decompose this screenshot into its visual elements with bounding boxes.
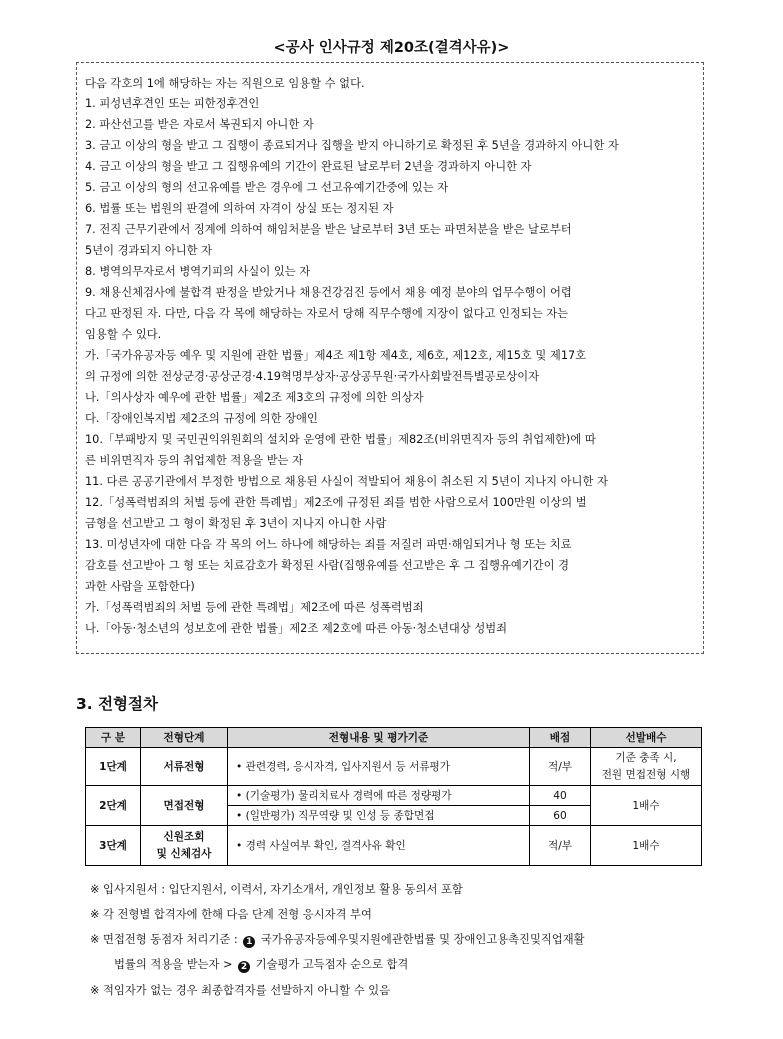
score-cell: 40	[530, 786, 591, 806]
stage-cell: 1단계	[86, 748, 141, 786]
regulation-line: 12.「성폭력범죄의 처벌 등에 관한 특례법」제2조에 규정된 죄를 범한 사람으로서 100만원 이상의 벌	[85, 496, 587, 509]
note-tiebreak-cont	[114, 957, 408, 973]
regulation-line: 1. 피성년후견인 또는 피한정후견인	[85, 97, 260, 110]
regulation-line: 8. 병역의무자로서 병역기피의 사실이 있는 자	[85, 265, 311, 278]
header-stage: 전형단계	[141, 728, 228, 748]
content-cell: • (기술평가) 물리치료사 경력에 따른 정량평가	[228, 786, 530, 806]
ratio-cell: 1배수	[591, 826, 702, 866]
table-row	[86, 748, 702, 786]
note-tiebreak	[90, 932, 585, 948]
regulation-line: 2. 파산선고를 받은 자로서 복권되지 아니한 자	[85, 118, 314, 131]
table-row	[86, 826, 702, 866]
regulation-line: 금형을 선고받고 그 형이 확정된 후 3년이 지나지 아니한 사람	[85, 517, 387, 530]
circled-number-1-icon: 1	[243, 936, 255, 948]
content-cell: • 경력 사실여부 확인, 결격사유 확인	[228, 826, 530, 866]
table-row	[86, 786, 702, 806]
regulation-line: 3. 금고 이상의 형을 받고 그 집행이 종료되거나 집행을 받지 아니하기로 확정된 후 5년을 경과하지 아니한 자	[85, 139, 619, 152]
note-application-docs: ※ 입사지원서 : 입단지원서, 이력서, 자기소개서, 개인정보 활용 동의서 포함	[90, 883, 463, 896]
selection-process-table	[85, 727, 702, 866]
score-cell: 적/부	[530, 748, 591, 786]
header-content: 전형내용 및 평가기준	[228, 728, 530, 748]
tiebreak-prefix: ※ 면접전형 동점자 처리기준 :	[90, 933, 238, 946]
regulation-line: 5년이 경과되지 아니한 자	[85, 244, 213, 257]
section-heading: 3. 전형절차	[76, 695, 158, 713]
note-stage-eligibility: ※ 각 전형별 합격자에 한해 다음 단계 전형 응시자격 부여	[90, 908, 372, 921]
stage-name-cell: 면접전형	[141, 786, 228, 826]
regulation-line: 6. 법률 또는 법원의 판결에 의하여 자격이 상실 또는 정지된 자	[85, 202, 394, 215]
regulation-line: 가.「성폭력범죄의 처벌 등에 관한 특례법」제2조에 따른 성폭력범죄	[85, 601, 424, 614]
stage-cell: 3단계	[86, 826, 141, 866]
regulation-line: 다.「장애인복지법 제2조의 규정에 의한 장애인	[85, 412, 318, 425]
stage-cell: 2단계	[86, 786, 141, 826]
ratio-cell	[591, 748, 702, 786]
regulation-line: 나.「아동·청소년의 성보호에 관한 법률」제2조 제2호에 따른 아동·청소년대상 성범죄	[85, 622, 508, 635]
header-category: 구 분	[86, 728, 141, 748]
header-ratio: 선발배수	[591, 728, 702, 748]
ratio-line: 전원 면접전형 시행	[601, 768, 691, 781]
ratio-line: 기준 충족 시,	[615, 751, 677, 764]
circled-number-2-icon: 2	[238, 961, 250, 973]
regulation-line: 나.「의사상자 예우에 관한 법률」제2조 제3호의 규정에 의한 의상자	[85, 391, 424, 404]
score-cell: 60	[530, 806, 591, 826]
header-score: 배점	[530, 728, 591, 748]
regulation-line: 임용할 수 있다.	[85, 328, 162, 341]
stage-name-line: 신원조회	[163, 830, 205, 843]
score-cell: 적/부	[530, 826, 591, 866]
stage-name-cell: 서류전형	[141, 748, 228, 786]
tiebreak-criterion-1: 국가유공자등예우및지원에관한법률 및 장애인고용촉진및직업재활	[260, 933, 585, 946]
tiebreak-criterion-1-cont: 법률의 적용을 받는자 >	[114, 958, 233, 971]
stage-name-line: 및 신체검사	[156, 847, 212, 860]
regulation-line: 다음 각호의 1에 해당하는 자는 직원으로 임용할 수 없다.	[85, 77, 365, 90]
regulation-line: 감호를 선고받아 그 형 또는 치료감호가 확정된 사람(집행유예를 선고받은 후 그 집행유예기간이 경	[85, 559, 570, 572]
note-no-qualified: ※ 적임자가 없는 경우 최종합격자를 선발하지 아니할 수 있음	[90, 984, 391, 997]
regulation-line: 다고 판정된 자. 다만, 다음 각 목에 해당하는 자로서 당해 직무수행에 지장이 없다고 인정되는 자는	[85, 307, 569, 320]
ratio-cell: 1배수	[591, 786, 702, 826]
regulation-line: 과한 사람을 포함한다)	[85, 580, 195, 593]
regulation-line: 7. 전직 근무기관에서 징계에 의하여 해임처분을 받은 날로부터 3년 또는 파면처분을 받은 날로부터	[85, 223, 572, 236]
content-cell: • (일반평가) 직무역량 및 인성 등 종합면접	[228, 806, 530, 826]
table-header-row	[86, 728, 702, 748]
regulation-box	[76, 62, 704, 654]
regulation-line: 10.「부패방지 및 국민권익위원회의 설치와 운영에 관한 법률」제82조(비위면직자 등의 취업제한)에 따	[85, 433, 596, 446]
content-cell: • 관련경력, 응시자격, 입사지원서 등 서류평가	[228, 748, 530, 786]
regulation-line: 5. 금고 이상의 형의 선고유예를 받은 경우에 그 선고유예기간중에 있는 자	[85, 181, 449, 194]
stage-name-cell	[141, 826, 228, 866]
regulation-line: 가.「국가유공자등 예우 및 지원에 관한 법률」제4조 제1항 제4호, 제6호, 제12호, 제15호 및 제17호	[85, 349, 587, 362]
tiebreak-criterion-2: 기술평가 고득점자 순으로 합격	[255, 958, 409, 971]
regulation-line: 4. 금고 이상의 형을 받고 그 집행유예의 기간이 완료된 날로부터 2년을 경과하지 아니한 자	[85, 160, 532, 173]
regulation-line: 13. 미성년자에 대한 다음 각 목의 어느 하나에 해당하는 죄를 저질러 파면·해임되거나 형 또는 치료	[85, 538, 572, 551]
regulation-line: 11. 다른 공공기관에서 부정한 방법으로 채용된 사실이 적발되어 채용이 취소된 지 5년이 지나지 아니한 자	[85, 475, 608, 488]
regulation-title: <공사 인사규정 제20조(결격사유)>	[273, 40, 510, 56]
regulation-line: 른 비위면직자 등의 취업제한 적용을 받는 자	[85, 454, 303, 467]
regulation-line: 의 규정에 의한 전상군경·공상군경·4.19혁명부상자·공상공무원·국가사회발전특별공로상이자	[85, 370, 540, 383]
regulation-line: 9. 채용신체검사에 불합격 판정을 받았거나 채용건강검진 등에서 채용 예정 분야의 업무수행이 어렵	[85, 286, 572, 299]
